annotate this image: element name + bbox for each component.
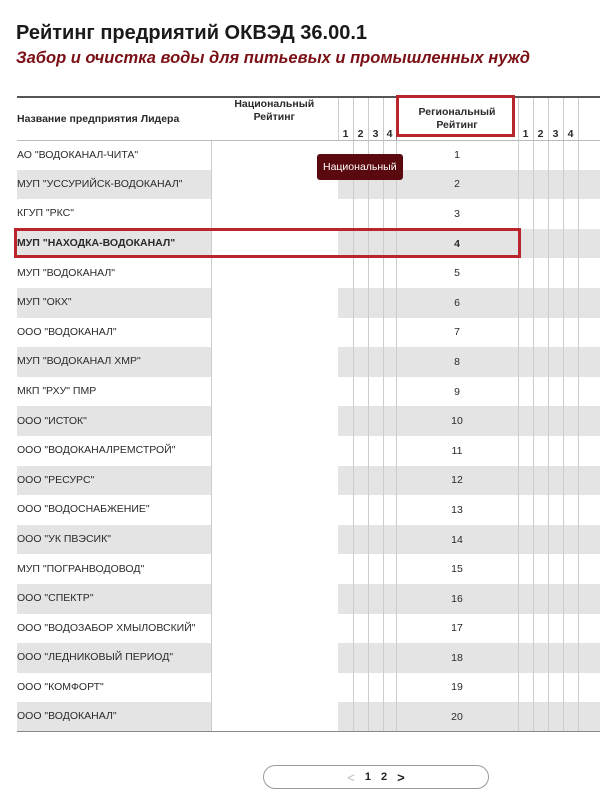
- national-q2-cell: [353, 495, 368, 525]
- national-q1-cell: [338, 673, 353, 703]
- national-q3-cell: [368, 229, 383, 259]
- regional-q1-cell: [518, 702, 533, 732]
- extra-cell: [578, 288, 600, 318]
- table-row[interactable]: [17, 199, 600, 229]
- extra-cell: [578, 495, 600, 525]
- extra-cell: [578, 643, 600, 673]
- national-q2-cell: [353, 554, 368, 584]
- regional-rating-cell: 5: [396, 258, 518, 288]
- regional-q3-cell: [548, 643, 563, 673]
- table-row[interactable]: [17, 347, 600, 377]
- regional-rating-cell: 11: [396, 436, 518, 466]
- regional-q1-cell: [518, 436, 533, 466]
- national-q4-cell: [383, 347, 396, 377]
- national-q2-cell: [353, 436, 368, 466]
- regional-rating-cell: 1: [396, 140, 518, 170]
- extra-cell: [578, 406, 600, 436]
- national-q1-cell: [338, 288, 353, 318]
- regional-q2-cell: [533, 377, 548, 407]
- national-q2-cell: [353, 466, 368, 496]
- regional-rating-cell: 18: [396, 643, 518, 673]
- company-name[interactable]: ООО "ВОДОКАНАЛ": [17, 702, 211, 732]
- pagination-page-2[interactable]: 2: [381, 771, 388, 783]
- regional-q4-cell: [563, 288, 578, 318]
- national-q2-cell: [353, 377, 368, 407]
- regional-q1-cell: [518, 406, 533, 436]
- regional-q2-cell: [533, 466, 548, 496]
- national-rating-cell: [211, 673, 338, 703]
- national-q2-cell: [353, 673, 368, 703]
- regional-q3-cell: [548, 673, 563, 703]
- regional-rating-cell: 16: [396, 584, 518, 614]
- regional-rating-cell: 12: [396, 466, 518, 496]
- table-row[interactable]: [17, 702, 600, 732]
- regional-q3-cell: [548, 140, 563, 170]
- national-q3-cell: [368, 643, 383, 673]
- regional-q3-cell: [548, 584, 563, 614]
- table-row[interactable]: [17, 258, 600, 288]
- column-header-regional-q4[interactable]: 4: [563, 97, 578, 140]
- national-q3-cell: [368, 525, 383, 555]
- national-q2-cell: [353, 643, 368, 673]
- national-q4-cell: [383, 702, 396, 732]
- national-q3-cell: [368, 288, 383, 318]
- regional-q1-cell: [518, 525, 533, 555]
- regional-q3-cell: [548, 554, 563, 584]
- table-row[interactable]: [17, 170, 600, 200]
- table-row[interactable]: [17, 436, 600, 466]
- national-rating-cell: [211, 436, 338, 466]
- national-q2-cell: [353, 584, 368, 614]
- column-header-q2[interactable]: 2: [353, 97, 368, 140]
- national-q3-cell: [368, 377, 383, 407]
- regional-q2-cell: [533, 614, 548, 644]
- regional-rating-cell: 3: [396, 199, 518, 229]
- national-q1-cell: [338, 318, 353, 348]
- regional-q1-cell: [518, 318, 533, 348]
- column-header-regional-line2: Рейтинг: [436, 118, 478, 131]
- table-row[interactable]: [17, 673, 600, 703]
- national-rating-cell: [211, 495, 338, 525]
- national-rating-cell: [211, 554, 338, 584]
- regional-q4-cell: [563, 406, 578, 436]
- national-q2-cell: [353, 614, 368, 644]
- national-q4-cell: [383, 377, 396, 407]
- regional-q2-cell: [533, 554, 548, 584]
- national-q2-cell: [353, 199, 368, 229]
- regional-q2-cell: [533, 406, 548, 436]
- national-q3-cell: [368, 673, 383, 703]
- extra-cell: [578, 258, 600, 288]
- national-q4-cell: [383, 673, 396, 703]
- regional-q2-cell: [533, 199, 548, 229]
- national-q3-cell: [368, 406, 383, 436]
- extra-cell: [578, 584, 600, 614]
- national-q1-cell: [338, 554, 353, 584]
- regional-q4-cell: [563, 140, 578, 170]
- regional-q2-cell: [533, 584, 548, 614]
- regional-q3-cell: [548, 406, 563, 436]
- national-q4-cell: [383, 199, 396, 229]
- national-q1-cell: [338, 466, 353, 496]
- regional-q2-cell: [533, 525, 548, 555]
- regional-q3-cell: [548, 199, 563, 229]
- national-q4-cell: [383, 495, 396, 525]
- table-header-row: [17, 97, 600, 140]
- company-name[interactable]: ООО "ЛЕДНИКОВЫЙ ПЕРИОД": [17, 643, 211, 673]
- regional-rating-cell: 14: [396, 525, 518, 555]
- regional-rating-cell: 7: [396, 318, 518, 348]
- regional-rating-cell: 13: [396, 495, 518, 525]
- national-rating-cell: [211, 229, 338, 259]
- regional-q4-cell: [563, 199, 578, 229]
- national-q2-cell: [353, 347, 368, 377]
- regional-q3-cell: [548, 466, 563, 496]
- regional-q2-cell: [533, 347, 548, 377]
- national-rating-cell: [211, 347, 338, 377]
- national-q1-cell: [338, 643, 353, 673]
- extra-cell: [578, 436, 600, 466]
- company-name[interactable]: МУП "ОКХ": [17, 288, 211, 318]
- regional-q3-cell: [548, 614, 563, 644]
- national-q1-cell: [338, 258, 353, 288]
- page-subtitle: Забор и очистка воды для питьевых и промышленных нужд: [16, 49, 530, 67]
- regional-rating-cell: 20: [396, 702, 518, 732]
- table-row[interactable]: [17, 466, 600, 496]
- national-rating-cell: [211, 377, 338, 407]
- regional-q3-cell: [548, 258, 563, 288]
- national-q2-cell: [353, 702, 368, 732]
- regional-q1-cell: [518, 199, 533, 229]
- national-q4-cell: [383, 258, 396, 288]
- regional-q3-cell: [548, 495, 563, 525]
- national-q4-cell: [383, 466, 396, 496]
- national-rating-cell: [211, 466, 338, 496]
- regional-q4-cell: [563, 495, 578, 525]
- regional-q4-cell: [563, 554, 578, 584]
- regional-q2-cell: [533, 643, 548, 673]
- national-q1-cell: [338, 702, 353, 732]
- regional-rating-cell: 17: [396, 614, 518, 644]
- national-rating-cell: [211, 584, 338, 614]
- regional-q4-cell: [563, 318, 578, 348]
- regional-q3-cell: [548, 170, 563, 200]
- national-rating-cell: [211, 525, 338, 555]
- national-q2-cell: [353, 406, 368, 436]
- company-name[interactable]: МКП "РХУ" ПМР: [17, 377, 211, 407]
- rating-table-container: [0, 96, 600, 746]
- table-row[interactable]: [17, 377, 600, 407]
- regional-q3-cell: [548, 377, 563, 407]
- national-q1-cell: [338, 436, 353, 466]
- national-q1-cell: [338, 377, 353, 407]
- company-name[interactable]: МУП "ВОДОКАНАЛ": [17, 258, 211, 288]
- pagination-page-1[interactable]: 1: [364, 771, 371, 783]
- regional-q4-cell: [563, 436, 578, 466]
- table-row[interactable]: [17, 614, 600, 644]
- regional-q3-cell: [548, 347, 563, 377]
- page-title: Рейтинг предриятий ОКВЭД 36.00.1: [16, 22, 368, 44]
- regional-q2-cell: [533, 495, 548, 525]
- regional-q1-cell: [518, 170, 533, 200]
- national-q2-cell: [353, 525, 368, 555]
- national-q4-cell: [383, 288, 396, 318]
- company-name[interactable]: ООО "РЕСУРС": [17, 466, 211, 496]
- national-q3-cell: [368, 554, 383, 584]
- national-q1-cell: [338, 495, 353, 525]
- regional-q2-cell: [533, 318, 548, 348]
- column-header-regional-q2[interactable]: 2: [533, 97, 548, 140]
- regional-q1-cell: [518, 229, 533, 259]
- regional-q4-cell: [563, 614, 578, 644]
- regional-q4-cell: [563, 258, 578, 288]
- regional-q4-cell: [563, 584, 578, 614]
- regional-rating-cell: 6: [396, 288, 518, 318]
- regional-rating-cell: 19: [396, 673, 518, 703]
- column-header-regional-line1: Региональный: [418, 105, 496, 118]
- national-q2-cell: [353, 318, 368, 348]
- regional-q4-cell: [563, 466, 578, 496]
- national-q4-cell: [383, 229, 396, 259]
- national-rating-cell: [211, 614, 338, 644]
- regional-q3-cell: [548, 436, 563, 466]
- table-row[interactable]: [17, 554, 600, 584]
- regional-q3-cell: [548, 702, 563, 732]
- regional-q3-cell: [548, 288, 563, 318]
- regional-rating-cell: 10: [396, 406, 518, 436]
- national-q1-cell: [338, 347, 353, 377]
- regional-q4-cell: [563, 347, 578, 377]
- company-name[interactable]: ООО "ВОДОСНАБЖЕНИЕ": [17, 495, 211, 525]
- pagination-next-button[interactable]: >: [397, 769, 405, 785]
- national-q3-cell: [368, 495, 383, 525]
- national-q3-cell: [368, 466, 383, 496]
- regional-rating-cell: 4: [396, 229, 518, 259]
- regional-q1-cell: [518, 643, 533, 673]
- national-q3-cell: [368, 318, 383, 348]
- national-q4-cell: [383, 436, 396, 466]
- regional-q3-cell: [548, 318, 563, 348]
- national-q1-cell: [338, 406, 353, 436]
- extra-cell: [578, 140, 600, 170]
- national-q3-cell: [368, 347, 383, 377]
- company-name[interactable]: ООО "ВОДОКАНАЛ": [17, 318, 211, 348]
- table-row[interactable]: [17, 525, 600, 555]
- regional-q3-cell: [548, 229, 563, 259]
- company-name[interactable]: МУП "УССУРИЙСК-ВОДОКАНАЛ": [17, 170, 211, 200]
- regional-q4-cell: [563, 229, 578, 259]
- column-header-regional[interactable]: [396, 97, 518, 140]
- table-row[interactable]: [17, 584, 600, 614]
- column-header-national-line2: Рейтинг: [253, 111, 295, 123]
- extra-cell: [578, 614, 600, 644]
- column-header-national-line1: Национальный: [234, 98, 315, 110]
- table-row[interactable]: [17, 229, 600, 259]
- column-header-regional-q1[interactable]: 1: [518, 97, 533, 140]
- regional-q1-cell: [518, 466, 533, 496]
- national-q2-cell: [353, 229, 368, 259]
- national-rating-cell: [211, 199, 338, 229]
- company-name[interactable]: МУП "НАХОДКА-ВОДОКАНАЛ": [17, 229, 211, 259]
- regional-q1-cell: [518, 140, 533, 170]
- national-q3-cell: [368, 702, 383, 732]
- regional-q1-cell: [518, 554, 533, 584]
- table-row[interactable]: [17, 406, 600, 436]
- national-q1-cell: [338, 525, 353, 555]
- regional-q3-cell: [548, 525, 563, 555]
- regional-q2-cell: [533, 258, 548, 288]
- national-q4-cell: [383, 318, 396, 348]
- regional-q4-cell: [563, 377, 578, 407]
- national-q4-cell: [383, 584, 396, 614]
- national-q1-cell: [338, 199, 353, 229]
- pagination: [263, 765, 489, 789]
- column-header-extra: [578, 97, 600, 140]
- regional-q2-cell: [533, 288, 548, 318]
- column-header-q1[interactable]: 1: [338, 97, 353, 140]
- regional-q2-cell: [533, 702, 548, 732]
- column-header-q4[interactable]: 4: [383, 97, 396, 140]
- national-q3-cell: [368, 584, 383, 614]
- regional-q4-cell: [563, 702, 578, 732]
- column-header-q3[interactable]: 3: [368, 97, 383, 140]
- national-q3-cell: [368, 199, 383, 229]
- national-q2-cell: [353, 258, 368, 288]
- company-name[interactable]: ООО "КОМФОРТ": [17, 673, 211, 703]
- column-header-name[interactable]: Название предприятия Лидера: [17, 97, 211, 140]
- national-rating-cell: [211, 258, 338, 288]
- national-q3-cell: [368, 436, 383, 466]
- table-row[interactable]: [17, 318, 600, 348]
- national-q4-cell: [383, 614, 396, 644]
- national-rating-cell: [211, 288, 338, 318]
- regional-q1-cell: [518, 258, 533, 288]
- regional-q2-cell: [533, 436, 548, 466]
- regional-q1-cell: [518, 288, 533, 318]
- regional-q1-cell: [518, 495, 533, 525]
- company-name[interactable]: МУП "ВОДОКАНАЛ ХМР": [17, 347, 211, 377]
- extra-cell: [578, 673, 600, 703]
- regional-q1-cell: [518, 584, 533, 614]
- table-row[interactable]: [17, 140, 600, 170]
- company-name[interactable]: КГУП "РКС": [17, 199, 211, 229]
- extra-cell: [578, 347, 600, 377]
- national-rating-cell: [211, 643, 338, 673]
- company-name[interactable]: МУП "ПОГРАНВОДОВОД": [17, 554, 211, 584]
- regional-q2-cell: [533, 229, 548, 259]
- table-body: [17, 140, 600, 732]
- regional-q4-cell: [563, 673, 578, 703]
- regional-q1-cell: [518, 347, 533, 377]
- national-q1-cell: [338, 614, 353, 644]
- regional-q1-cell: [518, 673, 533, 703]
- national-rating-cell: [211, 318, 338, 348]
- extra-cell: [578, 318, 600, 348]
- company-name[interactable]: ООО "УК ПВЭСИК": [17, 525, 211, 555]
- national-rating-cell: [211, 406, 338, 436]
- national-q3-cell: [368, 258, 383, 288]
- national-q4-cell: [383, 554, 396, 584]
- regional-rating-cell: 2: [396, 170, 518, 200]
- regional-rating-cell: 15: [396, 554, 518, 584]
- column-header-regional-q3[interactable]: 3: [548, 97, 563, 140]
- tooltip: Национальный: [317, 154, 403, 180]
- national-q3-cell: [368, 614, 383, 644]
- table-row[interactable]: [17, 288, 600, 318]
- extra-cell: [578, 199, 600, 229]
- regional-q2-cell: [533, 170, 548, 200]
- national-q4-cell: [383, 643, 396, 673]
- column-header-national[interactable]: [211, 97, 338, 140]
- regional-rating-cell: 9: [396, 377, 518, 407]
- national-q4-cell: [383, 406, 396, 436]
- company-name[interactable]: ООО "ВОДОЗАБОР ХМЫЛОВСКИЙ": [17, 614, 211, 644]
- national-rating-cell: [211, 702, 338, 732]
- national-q4-cell: [383, 525, 396, 555]
- regional-q4-cell: [563, 643, 578, 673]
- company-name[interactable]: ООО "ВОДОКАНАЛРЕМСТРОЙ": [17, 436, 211, 466]
- extra-cell: [578, 229, 600, 259]
- regional-q2-cell: [533, 673, 548, 703]
- pagination-prev-button[interactable]: <: [347, 769, 355, 785]
- regional-rating-cell: 8: [396, 347, 518, 377]
- extra-cell: [578, 554, 600, 584]
- extra-cell: [578, 170, 600, 200]
- table-row[interactable]: [17, 495, 600, 525]
- company-name[interactable]: ООО "ИСТОК": [17, 406, 211, 436]
- regional-q4-cell: [563, 170, 578, 200]
- rating-table: [17, 96, 600, 732]
- national-q1-cell: [338, 584, 353, 614]
- company-name[interactable]: АО "ВОДОКАНАЛ-ЧИТА": [17, 140, 211, 170]
- extra-cell: [578, 525, 600, 555]
- regional-q1-cell: [518, 377, 533, 407]
- extra-cell: [578, 377, 600, 407]
- company-name[interactable]: ООО "СПЕКТР": [17, 584, 211, 614]
- national-q2-cell: [353, 288, 368, 318]
- table-row[interactable]: [17, 643, 600, 673]
- extra-cell: [578, 466, 600, 496]
- extra-cell: [578, 702, 600, 732]
- regional-q2-cell: [533, 140, 548, 170]
- regional-q4-cell: [563, 525, 578, 555]
- national-q1-cell: [338, 229, 353, 259]
- regional-q1-cell: [518, 614, 533, 644]
